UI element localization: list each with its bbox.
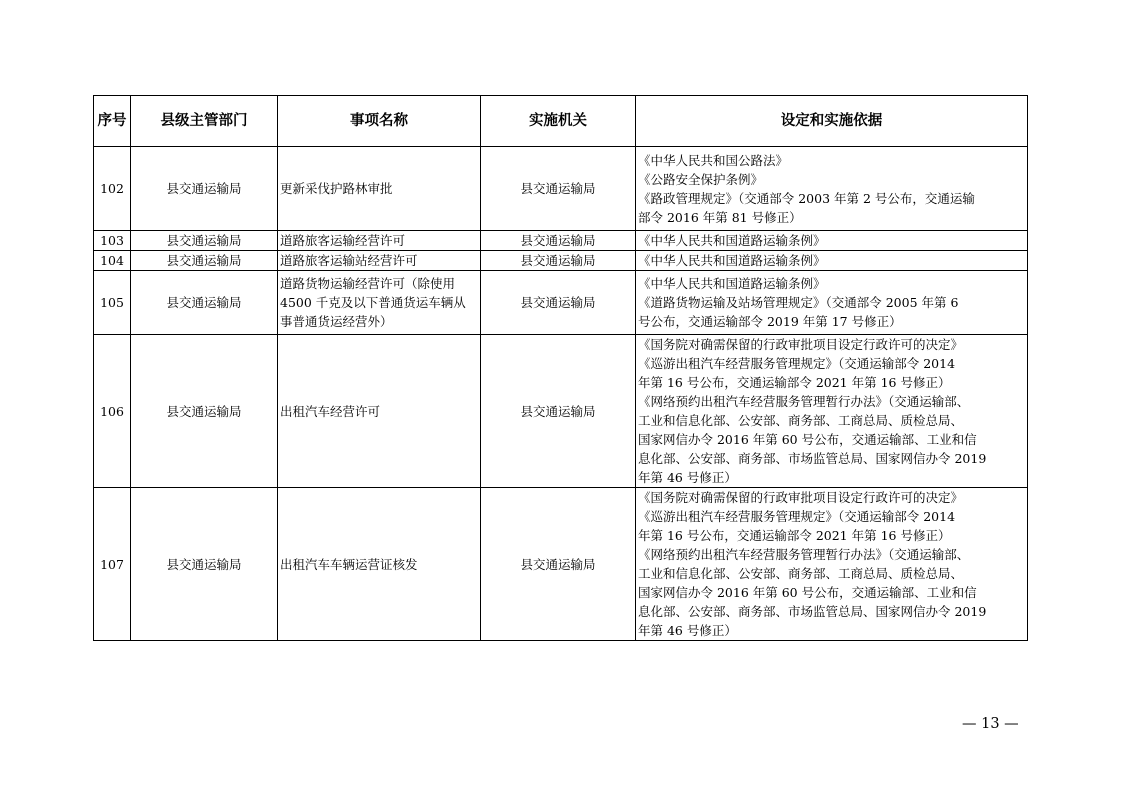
- row-item: 道路旅客运输站经营许可: [278, 251, 481, 271]
- basis-line: 年第 16 号公布，交通运输部令 2021 年第 16 号修正）: [638, 528, 951, 543]
- row-department: 县交通运输局: [131, 271, 278, 335]
- row-basis: [636, 147, 1028, 231]
- row-basis: [636, 231, 1028, 251]
- basis-line: 年第 46 号修正）: [638, 470, 737, 485]
- basis-line: 《网络预约出租汽车经营服务管理暂行办法》（交通运输部、: [638, 394, 970, 409]
- row-item: 出租汽车经营许可: [278, 335, 481, 488]
- header-item: 事项名称: [278, 96, 481, 147]
- basis-line: 《巡游出租汽车经营服务管理规定》（交通运输部令 2014: [638, 356, 956, 371]
- basis-line: 《公路安全保护条例》: [638, 171, 764, 187]
- row-department: 县交通运输局: [131, 231, 278, 251]
- row-basis: [636, 488, 1028, 641]
- row-index: 103: [94, 231, 131, 251]
- basis-line: 《国务院对确需保留的行政审批项目设定行政许可的决定》: [638, 490, 964, 505]
- row-index: 102: [94, 147, 131, 231]
- header-department: 县级主管部门: [131, 96, 278, 147]
- basis-line: 《中华人民共和国道路运输条例》: [638, 233, 826, 248]
- row-item: 更新采伐护路林审批: [278, 147, 481, 231]
- basis-line: 《中华人民共和国道路运输条例》: [638, 276, 826, 291]
- basis-line: 《中华人民共和国公路法》: [638, 152, 789, 168]
- row-department: 县交通运输局: [131, 251, 278, 271]
- row-index: 105: [94, 271, 131, 335]
- row-agency: 县交通运输局: [481, 147, 636, 231]
- basis-line: 国家网信办令 2016 年第 60 号公布，交通运输部、工业和信: [638, 432, 977, 447]
- basis-line: 《国务院对确需保留的行政审批项目设定行政许可的决定》: [638, 337, 964, 352]
- row-item: 出租汽车车辆运营证核发: [278, 488, 481, 641]
- basis-line: 工业和信息化部、公安部、商务部、工商总局、质检总局、: [638, 413, 964, 428]
- row-item: 道路旅客运输经营许可: [278, 231, 481, 251]
- table-header-row: [94, 96, 1028, 147]
- approval-items-table: [93, 95, 1028, 641]
- basis-line: 工业和信息化部、公安部、商务部、工商总局、质检总局、: [638, 566, 964, 581]
- row-department: 县交通运输局: [131, 335, 278, 488]
- table-row: [94, 251, 1028, 271]
- table-row: [94, 147, 1028, 231]
- row-agency: 县交通运输局: [481, 271, 636, 335]
- table-row: [94, 488, 1028, 641]
- row-basis: [636, 271, 1028, 335]
- table-row: [94, 335, 1028, 488]
- row-item: 道路货物运输经营许可（除使用 4500 千克及以下普通货运车辆从事普通货运经营外）: [278, 271, 481, 335]
- row-index: 106: [94, 335, 131, 488]
- row-index: 107: [94, 488, 131, 641]
- basis-line: 年第 16 号公布，交通运输部令 2021 年第 16 号修正）: [638, 375, 951, 390]
- basis-line: 部令 2016 年第 81 号修正）: [638, 209, 802, 225]
- basis-line: 《网络预约出租汽车经营服务管理暂行办法》（交通运输部、: [638, 547, 970, 562]
- header-agency: 实施机关: [481, 96, 636, 147]
- basis-line: 国家网信办令 2016 年第 60 号公布，交通运输部、工业和信: [638, 585, 977, 600]
- page-number: — 13 —: [962, 716, 1019, 732]
- row-department: 县交通运输局: [131, 147, 278, 231]
- row-agency: 县交通运输局: [481, 251, 636, 271]
- row-agency: 县交通运输局: [481, 231, 636, 251]
- basis-line: 《中华人民共和国道路运输条例》: [638, 253, 826, 268]
- table-row: [94, 271, 1028, 335]
- header-index: 序号: [94, 96, 131, 147]
- row-index: 104: [94, 251, 131, 271]
- row-agency: 县交通运输局: [481, 488, 636, 641]
- basis-line: 号公布，交通运输部令 2019 年第 17 号修正）: [638, 314, 902, 329]
- basis-line: 《路政管理规定》（交通部令 2003 年第 2 号公布，交通运输: [638, 190, 975, 206]
- header-basis: 设定和实施依据: [636, 96, 1028, 147]
- basis-line: 息化部、公安部、商务部、市场监管总局、国家网信办令 2019: [638, 604, 987, 619]
- row-basis: [636, 335, 1028, 488]
- table-row: [94, 231, 1028, 251]
- row-department: 县交通运输局: [131, 488, 278, 641]
- basis-line: 年第 46 号修正）: [638, 623, 737, 638]
- basis-line: 息化部、公安部、商务部、市场监管总局、国家网信办令 2019: [638, 451, 987, 466]
- basis-line: 《道路货物运输及站场管理规定》（交通部令 2005 年第 6: [638, 295, 959, 310]
- row-basis: [636, 251, 1028, 271]
- basis-line: 《巡游出租汽车经营服务管理规定》（交通运输部令 2014: [638, 509, 956, 524]
- row-agency: 县交通运输局: [481, 335, 636, 488]
